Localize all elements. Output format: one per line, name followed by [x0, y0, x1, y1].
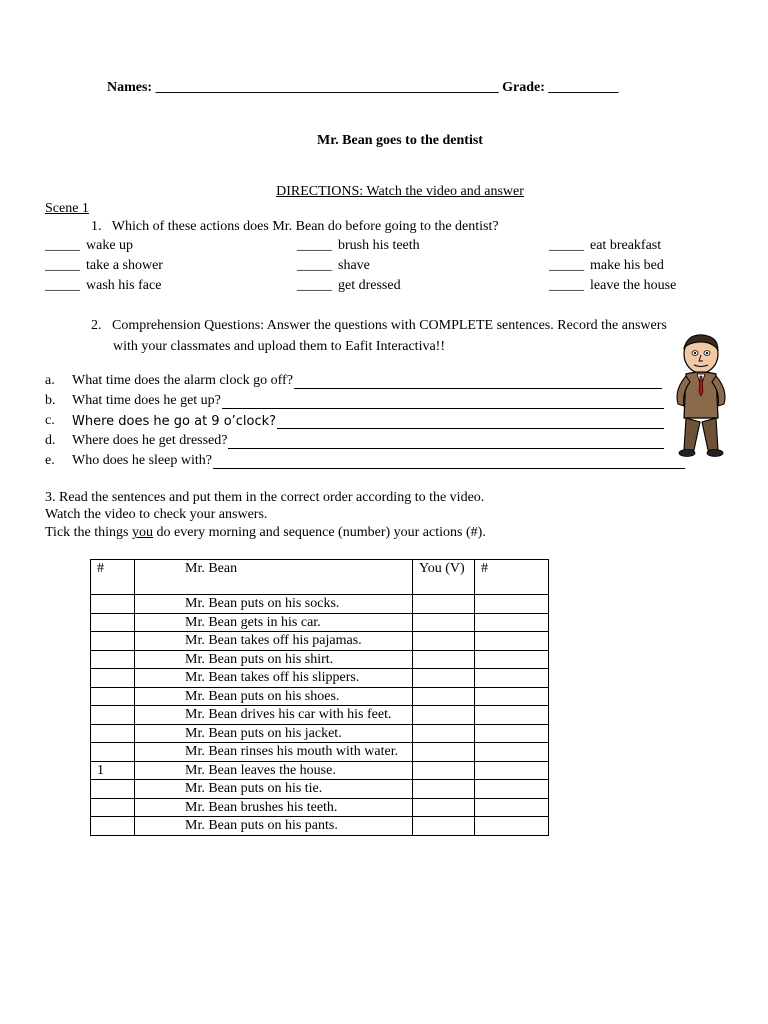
question-text: Where does he get dressed?: [72, 433, 228, 448]
row-number[interactable]: [91, 724, 135, 743]
action-label: wash his face: [86, 278, 162, 293]
row-action: Mr. Bean takes off his pajamas.: [135, 632, 413, 651]
question-2-line-2: with your classmates and upload them to Eafit Interactiva!!: [113, 339, 446, 354]
question-1-text: Which of these actions does Mr. Bean do before going to the dentist?: [111, 219, 499, 234]
row-you-check[interactable]: [413, 613, 475, 632]
table-row: [91, 613, 549, 632]
grade-label: Grade:: [502, 80, 549, 95]
question-letter: e.: [45, 453, 55, 468]
action-blank[interactable]: _____: [45, 258, 80, 273]
row-you-number[interactable]: [475, 743, 549, 762]
row-number[interactable]: [91, 798, 135, 817]
action-label: leave the house: [590, 278, 677, 293]
table-row: [91, 632, 549, 651]
table-row: [91, 669, 549, 688]
action-option: [45, 258, 163, 274]
question-2-number: 2.: [91, 318, 102, 333]
header-mr-bean: Mr. Bean: [135, 560, 413, 595]
row-you-number[interactable]: [475, 817, 549, 836]
row-you-check[interactable]: [413, 817, 475, 836]
question-3-you: you: [132, 525, 153, 540]
row-action: Mr. Bean takes off his slippers.: [135, 669, 413, 688]
table-row: [91, 761, 549, 780]
table-row: [91, 798, 549, 817]
action-label: take a shower: [86, 258, 163, 273]
action-label: eat breakfast: [590, 238, 662, 253]
row-number[interactable]: [91, 669, 135, 688]
header-you: You (V): [413, 560, 475, 595]
answer-line[interactable]: [222, 408, 664, 409]
row-number[interactable]: [91, 650, 135, 669]
row-you-check[interactable]: [413, 780, 475, 799]
names-field[interactable]: _________________________________________________: [155, 80, 499, 95]
row-you-number[interactable]: [475, 595, 549, 614]
mr-bean-illustration: [668, 332, 732, 460]
table-row: [91, 706, 549, 725]
action-option: [45, 238, 133, 254]
row-number[interactable]: [91, 613, 135, 632]
action-option: [549, 258, 664, 274]
action-blank[interactable]: _____: [45, 278, 80, 293]
row-action: Mr. Bean puts on his tie.: [135, 780, 413, 799]
action-label: make his bed: [590, 258, 664, 273]
answer-line[interactable]: [277, 428, 664, 429]
row-you-check[interactable]: [413, 687, 475, 706]
question-letter: b.: [45, 393, 56, 408]
row-number[interactable]: [91, 817, 135, 836]
row-you-number[interactable]: [475, 780, 549, 799]
action-blank[interactable]: _____: [297, 258, 332, 273]
action-blank[interactable]: _____: [549, 278, 584, 293]
row-you-check[interactable]: [413, 724, 475, 743]
question-text: What time does he get up?: [72, 393, 221, 408]
row-action: Mr. Bean brushes his teeth.: [135, 798, 413, 817]
row-you-number[interactable]: [475, 706, 549, 725]
question-3-line-2: Watch the video to check your answers.: [45, 507, 268, 522]
question-2-text-1: Comprehension Questions: Answer the questions with COMPLETE sentences. Record the answers: [112, 318, 667, 333]
table-row: [91, 817, 549, 836]
action-blank[interactable]: _____: [549, 238, 584, 253]
row-you-check[interactable]: [413, 798, 475, 817]
row-you-number[interactable]: [475, 687, 549, 706]
question-2-line-1: [91, 318, 667, 334]
row-number[interactable]: [91, 706, 135, 725]
row-you-check[interactable]: [413, 632, 475, 651]
action-option: [297, 278, 401, 294]
question-text: What time does the alarm clock go off?: [72, 373, 293, 388]
question-1: [91, 219, 499, 235]
row-you-number[interactable]: [475, 650, 549, 669]
action-option: [549, 238, 661, 254]
row-you-number[interactable]: [475, 798, 549, 817]
grade-field[interactable]: __________: [548, 80, 619, 95]
row-you-number[interactable]: [475, 724, 549, 743]
row-action: Mr. Bean leaves the house.: [135, 761, 413, 780]
page-title: Mr. Bean goes to the dentist: [317, 133, 483, 148]
question-3-text-a: Tick the things: [45, 525, 132, 540]
names-line: [107, 80, 618, 96]
action-label: wake up: [86, 238, 134, 253]
question-text: Where does he go at 9 o’clock?: [72, 414, 277, 429]
action-blank[interactable]: _____: [297, 278, 332, 293]
row-you-number[interactable]: [475, 761, 549, 780]
action-blank[interactable]: _____: [45, 238, 80, 253]
row-you-number[interactable]: [475, 669, 549, 688]
table-row: [91, 650, 549, 669]
answer-line[interactable]: [228, 448, 664, 449]
row-action: Mr. Bean puts on his socks.: [135, 595, 413, 614]
directions: DIRECTIONS: Watch the video and answer: [276, 184, 524, 199]
row-number[interactable]: [91, 743, 135, 762]
question-letter: d.: [45, 433, 56, 448]
question-letter: a.: [45, 373, 55, 388]
answer-line[interactable]: [294, 388, 662, 389]
row-action: Mr. Bean puts on his jacket.: [135, 724, 413, 743]
action-label: brush his teeth: [338, 238, 420, 253]
row-number[interactable]: [91, 595, 135, 614]
row-you-check[interactable]: [413, 761, 475, 780]
row-you-number[interactable]: [475, 613, 549, 632]
action-option: [45, 278, 161, 294]
action-option: [549, 278, 676, 294]
action-option: [297, 238, 420, 254]
row-number[interactable]: [91, 687, 135, 706]
row-number[interactable]: 1: [91, 761, 135, 780]
row-you-check[interactable]: [413, 595, 475, 614]
row-you-check[interactable]: [413, 743, 475, 762]
sequence-table: [90, 559, 549, 836]
action-label: shave: [338, 258, 370, 273]
header-number: #: [91, 560, 135, 595]
question-3-text-b: do every morning and sequence (number) your actions (#).: [153, 525, 486, 540]
row-action: Mr. Bean puts on his shoes.: [135, 687, 413, 706]
row-action: Mr. Bean gets in his car.: [135, 613, 413, 632]
row-action: Mr. Bean puts on his shirt.: [135, 650, 413, 669]
scene-heading: Scene 1: [45, 201, 89, 216]
action-blank[interactable]: _____: [549, 258, 584, 273]
question-letter: c.: [45, 413, 55, 428]
action-label: get dressed: [338, 278, 401, 293]
table-row: [91, 687, 549, 706]
question-3-line-1: 3. Read the sentences and put them in the correct order according to the video.: [45, 490, 485, 505]
row-action: Mr. Bean puts on his pants.: [135, 817, 413, 836]
row-number[interactable]: [91, 780, 135, 799]
question-1-number: 1.: [91, 219, 102, 234]
table-row: [91, 780, 549, 799]
row-you-check[interactable]: [413, 706, 475, 725]
row-you-check[interactable]: [413, 650, 475, 669]
action-blank[interactable]: _____: [297, 238, 332, 253]
question-text: Who does he sleep with?: [72, 453, 212, 468]
question-3-line-3: [45, 525, 486, 541]
answer-line[interactable]: [213, 468, 685, 469]
row-action: Mr. Bean drives his car with his feet.: [135, 706, 413, 725]
row-you-number[interactable]: [475, 632, 549, 651]
table-row: [91, 595, 549, 614]
row-number[interactable]: [91, 632, 135, 651]
names-label: Names:: [107, 80, 156, 95]
row-you-check[interactable]: [413, 669, 475, 688]
action-option: [297, 258, 370, 274]
table-row: [91, 743, 549, 762]
table-row: [91, 724, 549, 743]
header-number-2: #: [475, 560, 549, 595]
row-action: Mr. Bean rinses his mouth with water.: [135, 743, 413, 762]
table-header-row: [91, 560, 549, 595]
